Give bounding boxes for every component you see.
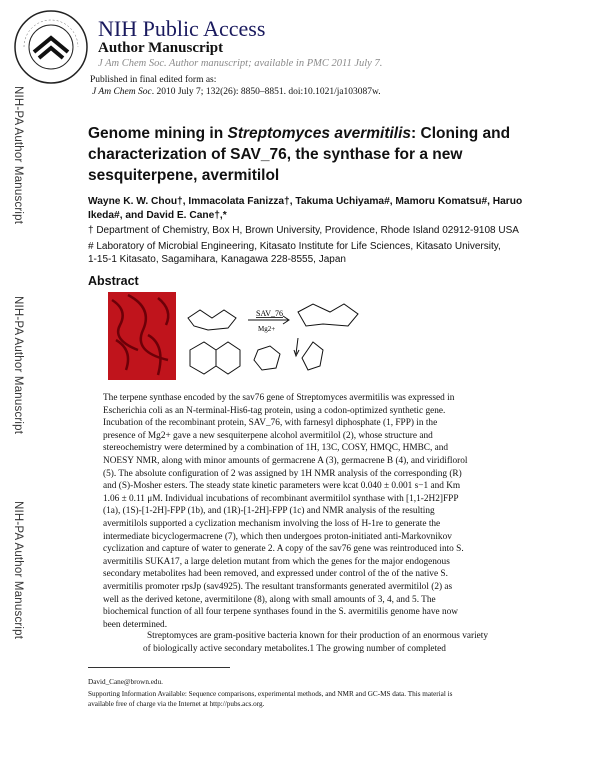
citation-journal: J Am Chem Soc <box>92 87 152 97</box>
sidebar-label-top: NIH-PA Author Manuscript <box>12 85 24 225</box>
citation-details: . 2010 July 7; 132(26): 8850–8851. doi:10.1021/ja103087w. <box>151 87 381 97</box>
affiliation-brown: † Department of Chemistry, Box H, Brown University, Providence, Rhode Island 02912-9108 USA <box>88 225 519 236</box>
authors-line-1: Wayne K. W. Chou†, Immacolata Fanizza†, Takuma Uchiyama#, Mamoru Komatsu#, Haruo <box>88 196 523 207</box>
intro-line-2: of biologically active secondary metabolites.1 The growing number of completed <box>143 643 446 654</box>
cofactor-label: Mg2+ <box>258 325 276 333</box>
enzyme-label: SAV_76 <box>256 309 283 318</box>
article-title: Genome mining in Streptomyces avermitilis: Cloning and characterization of SAV_76, the synthase for a new sesquiterpene, avermitilol <box>88 125 511 184</box>
supporting-info-note: Supporting Information Available: Sequence comparisons, experimental methods, and NMR and GC-MS data. This material is available free of charge via the Internet at http://pubs.acs.org. <box>88 690 453 708</box>
graphical-abstract-figure <box>108 290 368 385</box>
intro-line-1: Streptomyces are gram-positive bacteria known for their production of an enormous variety <box>147 631 489 641</box>
fpp-structure <box>188 310 236 330</box>
abstract-heading: Abstract <box>88 274 139 288</box>
journal-availability-line: J Am Chem Soc. Author manuscript; available in PMC 2011 July 7. <box>98 58 383 69</box>
authors-line-2: Ikeda#, and David E. Cane†,* <box>88 210 227 221</box>
publication-info <box>90 74 381 98</box>
author-manuscript-label: Author Manuscript <box>98 40 224 56</box>
author-list <box>88 195 568 223</box>
graphical-abstract <box>108 290 368 385</box>
sidebar-label-middle: NIH-PA Author Manuscript <box>12 295 24 435</box>
sidebar-label-bottom: NIH-PA Author Manuscript <box>12 500 24 640</box>
avermitilol-structure <box>190 342 216 374</box>
abstract-text: The terpene synthase encoded by the sav76 gene of Streptomyces avermitilis was expressed in Escherichia coli as an N-terminal-His6-tag protein, using a codon-optimized synthetic gene. Incubation of the recombinant protein, SAV_76, with farnesyl diphosphate (1, FPP) in the presence of Mg2+ gave a new sesquiterpene alcohol avermitilol (2), whose structure and stereochemistry were determined by a combination of 1H, 13C, COSY, HMQC, HMBC, and NOESY NMR, along with minor amounts of germacrene A (3), germacrene B (4), and viridiflorol (5). The absolute configuration of 2 was assigned by 1H NMR analysis of the corresponding (R) and (S)-Mosher esters. The steady state kinetic parameters were kcat 0.040 ± 0.001 s−1 and Km 1.06 ± 0.11 μM. Individual incubations of recombinant avermitilol synthase with [1,1-2H2]FPP (1a), (1S)-[1-2H]-FPP (1b), and (1R)-[1-2H]-FPP (1c) and NMR analysis of the resulting avermitilols supported a cyclization mechanism involving the loss of H-1re to generate the intermediate bicyclogermacrene (7), which then undergoes proton-initiated anti-Markovnikov cyclization and capture of water to generate 2. A copy of the sav76 gene was reintroduced into S. avermitilis SUKA17, a large deletion mutant from which the genes for the major endogenous secondary metabolites had been removed, and expressed under control of the of the native S. avermitilis promoter rpsJp (sav4925). The resultant transformants generated avermitilol (2) as well as the derived ketone, avermitilone (8), along with small amounts of 3, 4, and 5. The biochemical function of all four terpene synthases found in the S. avermitilis genome have now been determined. <box>103 393 468 630</box>
citation <box>90 86 381 98</box>
nih-public-access-title: NIH Public Access <box>98 16 266 41</box>
nih-seal-icon <box>12 8 90 86</box>
nih-logo <box>12 8 90 86</box>
corresponding-email: David_Cane@brown.edu. <box>88 678 163 686</box>
introduction-text <box>143 630 502 655</box>
affiliation-kitasato: # Laboratory of Microbial Engineering, Kitasato Institute for Life Sciences, Kitasato University, 1-15-1 Kitasato, Sagamihara, Kanagawa 228-8555, Japan <box>88 241 501 265</box>
published-in-label: Published in final edited form as: <box>90 75 217 85</box>
footnote-divider <box>88 667 230 668</box>
